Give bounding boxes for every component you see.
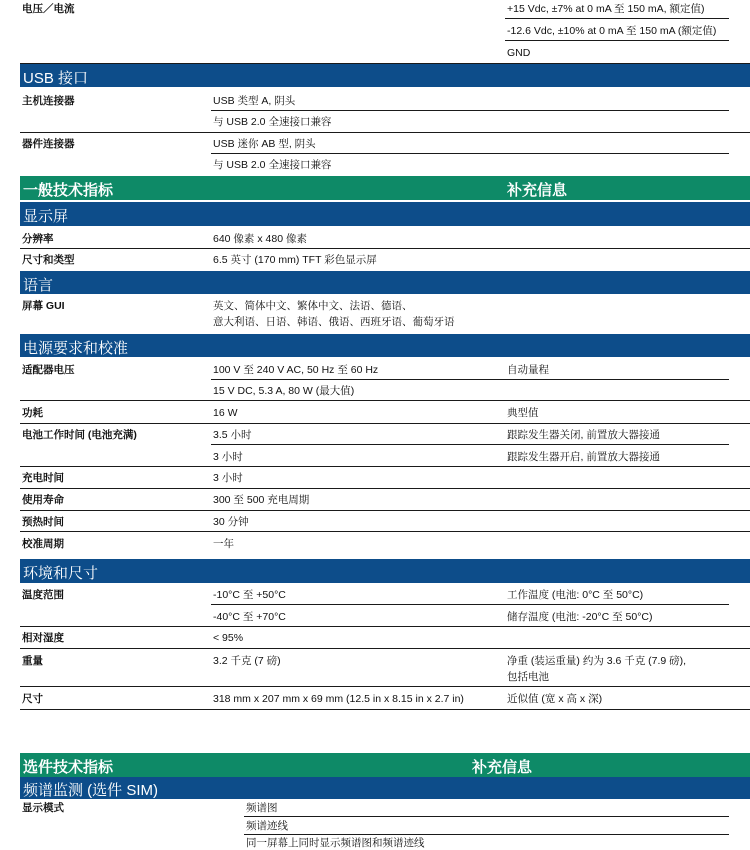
section-header-language [20, 271, 750, 294]
dimensions-note: 近似值 (宽 x 高 x 深) [507, 693, 603, 705]
power-consumption-value: 16 W [213, 407, 238, 419]
row-divider [244, 834, 729, 835]
temperature-range-value-1: -10°C 至 +50°C [213, 589, 286, 601]
humidity-value: < 95% [213, 632, 244, 644]
display-mode-value-2: 频谱迹线 [246, 820, 288, 832]
display-mode-value-1: 频谱图 [246, 802, 278, 814]
optional-spec-header [20, 753, 750, 777]
host-connector-value-1: USB 类型 A, 阴头 [213, 95, 296, 107]
power-voltage-value-1: +15 Vdc, ±7% at 0 mA 至 150 mA, 额定值) [507, 3, 705, 15]
temperature-range-value-2: -40°C 至 +70°C [213, 611, 286, 623]
display-mode-label: 显示模式 [22, 802, 64, 814]
row-divider [20, 648, 750, 649]
power-voltage-label: 电压／电流 [22, 3, 75, 15]
row-divider [505, 40, 729, 41]
section-title: 语言 [23, 277, 54, 294]
row-divider [20, 686, 750, 687]
power-voltage-value-3: GND [507, 47, 531, 59]
section-title: 频谱监测 (选件 SIM) [23, 782, 158, 799]
section-header-display [20, 202, 750, 226]
gui-language-value-2: 意大利语、日语、韩语、俄语、西班牙语、葡萄牙语 [213, 316, 455, 328]
power-voltage-value-2: -12.6 Vdc, ±10% at 0 mA 至 150 mA (额定值) [507, 25, 717, 37]
device-connector-value-2: 与 USB 2.0 全速接口兼容 [213, 159, 332, 171]
weight-label: 重量 [22, 655, 43, 667]
dimensions-label: 尺寸 [22, 693, 43, 705]
humidity-label: 相对湿度 [22, 632, 64, 644]
row-divider [20, 423, 750, 424]
resolution-label: 分辨率 [22, 233, 54, 245]
calibration-period-label: 校准周期 [22, 538, 64, 550]
general-spec-extra: 补充信息 [507, 182, 568, 199]
general-spec-title: 一般技术指标 [23, 182, 114, 199]
section-title: USB 接口 [23, 70, 89, 87]
charge-time-label: 充电时间 [22, 472, 64, 484]
power-consumption-label: 功耗 [22, 407, 43, 419]
warmup-time-value: 30 分钟 [213, 516, 249, 528]
warmup-time-label: 预热时间 [22, 516, 64, 528]
general-spec-header [20, 176, 750, 200]
adapter-voltage-label: 适配器电压 [22, 364, 75, 376]
size-type-label: 尺寸和类型 [22, 254, 75, 266]
adapter-voltage-value-1: 100 V 至 240 V AC, 50 Hz 至 60 Hz [213, 364, 379, 376]
gui-language-label: 屏幕 GUI [22, 300, 65, 312]
temperature-range-label: 温度范围 [22, 589, 64, 601]
section-title: 环境和尺寸 [23, 565, 99, 582]
row-divider [211, 379, 729, 380]
dimensions-value: 318 mm x 207 mm x 69 mm (12.5 in x 8.15 in x 2.7 in) [213, 693, 464, 705]
section-header-usb [20, 64, 750, 87]
section-title: 显示屏 [23, 208, 69, 225]
battery-time-note-1: 跟踪发生器关闭, 前置放大器接通 [507, 429, 660, 441]
resolution-value: 640 像素 x 480 像素 [213, 233, 307, 245]
section-header-power [20, 334, 750, 357]
power-consumption-note: 典型值 [507, 407, 539, 419]
row-divider [20, 709, 750, 710]
section-header-spectrum-monitor [20, 777, 750, 799]
battery-time-note-2: 跟踪发生器开启, 前置放大器接通 [507, 451, 660, 463]
temperature-range-note-2: 储存温度 (电池: -20°C 至 50°C) [507, 611, 653, 623]
service-life-value: 300 至 500 充电周期 [213, 494, 310, 506]
row-divider [20, 488, 750, 489]
calibration-period-value: 一年 [213, 538, 234, 550]
row-divider [20, 132, 750, 133]
host-connector-value-2: 与 USB 2.0 全速接口兼容 [213, 116, 332, 128]
device-connector-label: 器件连接器 [22, 138, 75, 150]
service-life-label: 使用寿命 [22, 494, 64, 506]
optional-spec-title: 选件技术指标 [23, 759, 114, 776]
row-divider [20, 248, 750, 249]
row-divider [20, 626, 750, 627]
row-divider [20, 531, 750, 532]
device-connector-value-1: USB 迷你 AB 型, 阴头 [213, 138, 316, 150]
row-divider [244, 816, 729, 817]
section-title: 电源要求和校准 [23, 340, 129, 357]
row-divider [211, 153, 729, 154]
battery-time-label: 电池工作时间 (电池充满) [22, 429, 137, 441]
row-divider [20, 466, 750, 467]
row-divider [20, 400, 750, 401]
weight-value: 3.2 千克 (7 磅) [213, 655, 281, 667]
optional-spec-extra: 补充信息 [472, 759, 533, 776]
section-header-environment [20, 559, 750, 583]
row-divider [20, 510, 750, 511]
charge-time-value: 3 小时 [213, 472, 243, 484]
battery-time-value-1: 3.5 小时 [213, 429, 252, 441]
display-mode-value-3: 同一屏幕上同时显示频谱图和频谱迹线 [246, 837, 425, 849]
size-type-value: 6.5 英寸 (170 mm) TFT 彩色显示屏 [213, 254, 377, 266]
adapter-voltage-note-1: 自动量程 [507, 364, 549, 376]
weight-note-2: 包括电池 [507, 671, 549, 683]
host-connector-label: 主机连接器 [22, 95, 75, 107]
row-divider [211, 444, 729, 445]
row-divider [505, 18, 729, 19]
gui-language-value-1: 英文、简体中文、繁体中文、法语、德语、 [213, 300, 413, 312]
adapter-voltage-value-2: 15 V DC, 5.3 A, 80 W (最大值) [213, 385, 355, 397]
temperature-range-note-1: 工作温度 (电池: 0°C 至 50°C) [507, 589, 644, 601]
row-divider [211, 604, 729, 605]
battery-time-value-2: 3 小时 [213, 451, 243, 463]
row-divider [211, 110, 729, 111]
weight-note-1: 净重 (装运重量) 约为 3.6 千克 (7.9 磅), [507, 655, 687, 667]
